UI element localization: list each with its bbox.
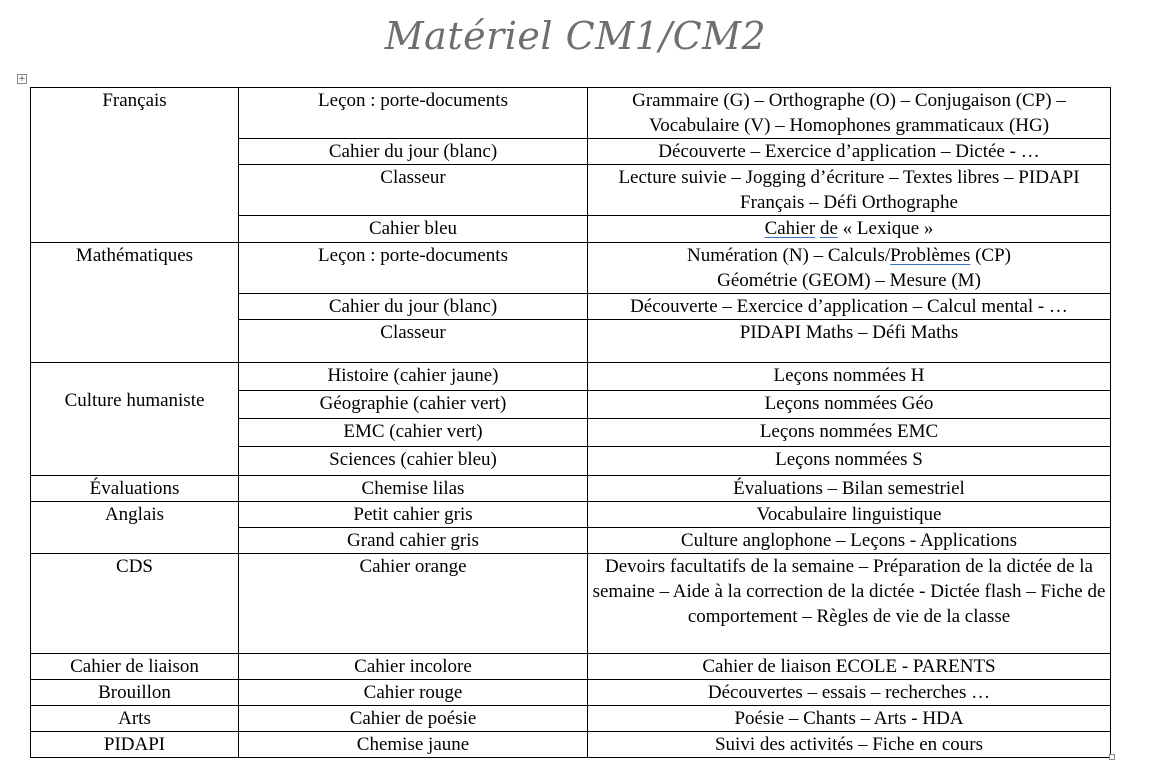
support-cell: Classeur <box>239 165 588 216</box>
subject-label: Culture humaniste <box>64 390 205 411</box>
content-text: de <box>819 218 838 239</box>
subject-cell-evaluations: Évaluations <box>31 476 239 502</box>
support-cell: Cahier rouge <box>239 680 588 706</box>
content-text: Géométrie (GEOM) – Mesure (M) <box>717 270 981 291</box>
subject-cell-arts: Arts <box>31 706 239 732</box>
table-row <box>31 680 1111 706</box>
support-cell: Petit cahier gris <box>239 502 588 528</box>
table-row <box>31 654 1111 680</box>
content-cell: Évaluations – Bilan semestriel <box>588 476 1111 502</box>
content-cell: Découvertes – essais – recherches … <box>588 680 1111 706</box>
content-cell: Leçons nommées Géo <box>588 391 1111 419</box>
content-cell: Leçons nommées H <box>588 363 1111 391</box>
support-cell: Chemise lilas <box>239 476 588 502</box>
support-cell: Cahier du jour (blanc) <box>239 294 588 320</box>
subject-cell-cds: CDS <box>31 554 239 654</box>
support-cell: Cahier du jour (blanc) <box>239 139 588 165</box>
content-text: Problèmes <box>890 245 971 266</box>
move-handle-icon[interactable]: + <box>18 74 26 84</box>
page-title: Matériel CM1/CM2 <box>384 14 767 58</box>
content-cell: Devoirs facultatifs de la semaine – Préparation de la dictée de la semaine – Aide à la correction de la dictée - Dictée flash – Fiche de comportement – Règles de vie de la classe <box>588 554 1111 654</box>
support-cell: Leçon : porte-documents <box>239 88 588 139</box>
support-cell: Chemise jaune <box>239 732 588 758</box>
subject-cell-culture <box>31 363 239 476</box>
support-cell: Cahier incolore <box>239 654 588 680</box>
content-text: Numération (N) – Calculs/ <box>686 245 891 266</box>
content-cell: Poésie – Chants – Arts - HDA <box>588 706 1111 732</box>
table-row <box>31 88 1111 139</box>
table-row <box>31 554 1111 654</box>
resize-handle-icon[interactable] <box>1109 754 1115 760</box>
support-cell: Histoire (cahier jaune) <box>239 363 588 391</box>
subject-cell-anglais: Anglais <box>31 502 239 554</box>
table-row <box>31 476 1111 502</box>
support-cell: Cahier orange <box>239 554 588 654</box>
support-cell: Géographie (cahier vert) <box>239 391 588 419</box>
subject-cell-francais: Français <box>31 88 239 243</box>
content-cell: Cahier de liaison ECOLE - PARENTS <box>588 654 1111 680</box>
content-text: « Lexique » <box>842 218 934 239</box>
table-row <box>31 363 1111 391</box>
content-cell: Lecture suivie – Jogging d’écriture – Textes libres – PIDAPI Français – Défi Orthographe <box>588 165 1111 216</box>
content-cell: Leçons nommées EMC <box>588 419 1111 447</box>
content-cell: Culture anglophone – Leçons - Applications <box>588 528 1111 554</box>
support-cell: Sciences (cahier bleu) <box>239 447 588 476</box>
content-cell <box>588 216 1111 243</box>
support-cell: Grand cahier gris <box>239 528 588 554</box>
content-cell: Leçons nommées S <box>588 447 1111 476</box>
table-row <box>31 502 1111 528</box>
support-cell: EMC (cahier vert) <box>239 419 588 447</box>
subject-cell-pidapi: PIDAPI <box>31 732 239 758</box>
content-cell: Découverte – Exercice d’application – Calcul mental - … <box>588 294 1111 320</box>
table-row <box>31 243 1111 294</box>
content-text: Cahier <box>764 218 816 239</box>
subject-cell-maths: Mathématiques <box>31 243 239 363</box>
subject-cell-liaison: Cahier de liaison <box>31 654 239 680</box>
content-cell: Grammaire (G) – Orthographe (O) – Conjugaison (CP) – Vocabulaire (V) – Homophones grammaticaux (HG) <box>588 88 1111 139</box>
content-cell: Découverte – Exercice d’application – Dictée - … <box>588 139 1111 165</box>
support-cell: Leçon : porte-documents <box>239 243 588 294</box>
support-cell: Cahier bleu <box>239 216 588 243</box>
support-cell: Classeur <box>239 320 588 363</box>
content-cell: PIDAPI Maths – Défi Maths <box>588 320 1111 363</box>
table-row <box>31 706 1111 732</box>
table-row <box>31 732 1111 758</box>
support-cell: Cahier de poésie <box>239 706 588 732</box>
subject-cell-brouillon: Brouillon <box>31 680 239 706</box>
content-cell: Suivi des activités – Fiche en cours <box>588 732 1111 758</box>
content-text: (CP) <box>975 245 1012 266</box>
content-cell <box>588 243 1111 294</box>
content-cell: Vocabulaire linguistique <box>588 502 1111 528</box>
materiel-table <box>30 87 1111 758</box>
